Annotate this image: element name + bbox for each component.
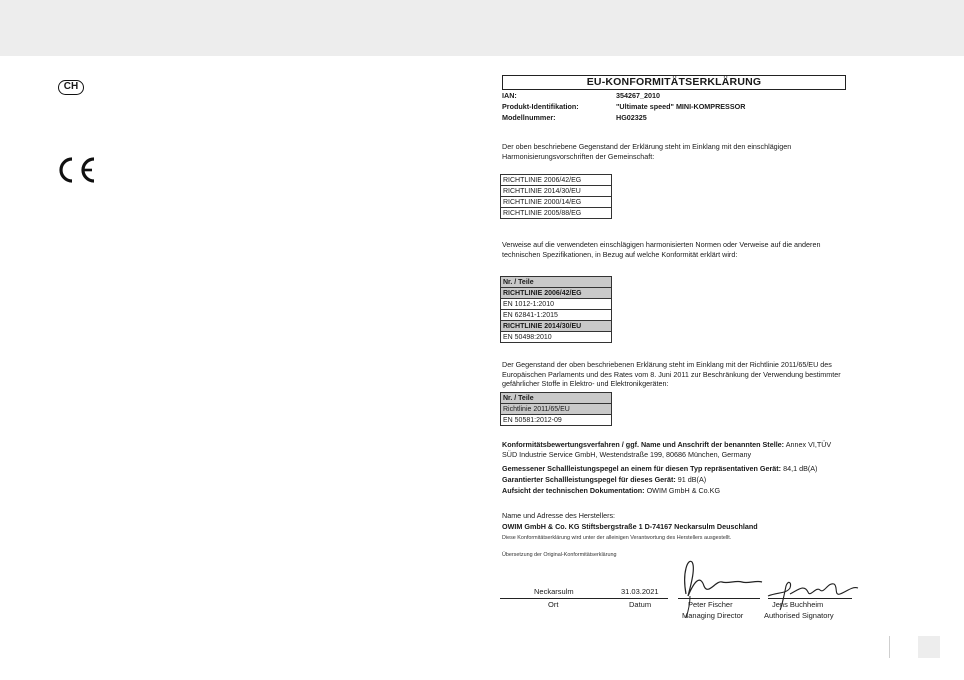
standard-cell: EN 1012-1:2010 — [501, 299, 612, 310]
responsibility-note: Diese Konformitätserklärung wird unter der alleinigen Verantwortung des Herstellers ausgestellt. — [502, 535, 732, 541]
model-label: Modellnummer: — [502, 113, 556, 122]
ian-row — [502, 91, 660, 101]
manufacturer-address: OWIM GmbH & Co. KG Stiftsbergstraße 1 D-74167 Neckarsulm Deuschland — [502, 522, 758, 531]
directives-table — [500, 174, 612, 219]
rohs-table — [500, 392, 612, 426]
ch-country-badge: CH — [58, 80, 84, 95]
signer1-role: Managing Director — [682, 611, 744, 620]
ce-mark-icon — [56, 156, 98, 184]
conformity-procedure: Konformitätsbewertungsverfahren / ggf. Name und Anschrift der benannten Stelle: Annex VI,TÜV — [502, 440, 832, 449]
place-value: Neckarsulm — [534, 587, 574, 596]
guaranteed-sound-level: Garantierter Schallleistungspegel für dieses Gerät: 91 dB(A) — [502, 475, 707, 484]
intro-text: Der oben beschriebene Gegenstand der Erklärung steht im Einklang mit den einschlägigen Harmonisierungsvorschriften der Gemeinschaft: — [502, 142, 792, 161]
document-title: EU-KONFORMITÄTSERKLÄRUNG — [502, 75, 846, 90]
technical-documentation: Aufsicht der technischen Dokumentation: OWIM GmbH & Co.KG — [502, 486, 721, 495]
product-label: Produkt-Identifikation: — [502, 102, 579, 111]
signer2-role: Authorised Signatory — [764, 611, 834, 620]
page-corner-tab — [918, 636, 940, 658]
date-value: 31.03.2021 — [621, 587, 659, 596]
signer1-rule — [678, 598, 760, 599]
page-corner-divider — [889, 636, 890, 658]
group-heading: Richtlinie 2011/65/EU — [501, 404, 612, 415]
group-heading: RICHTLINIE 2014/30/EU — [501, 321, 612, 332]
table-header: Nr. / Teile — [501, 393, 612, 404]
group-heading: RICHTLINIE 2006/42/EG — [501, 288, 612, 299]
measured-sound-level: Gemessener Schallleistungspegel an einem für diesen Typ repräsentativen Gerät: 84,1 dB(A) — [502, 464, 818, 473]
directive-cell: RICHTLINIE 2014/30/EU — [501, 186, 612, 197]
product-value: "Ultimate speed" MINI-KOMPRESSOR — [616, 102, 746, 111]
rohs-intro: Der Gegenstand der oben beschriebenen Erklärung steht im Einklang mit der Richtlinie 2011/65/EU des Europäischen Parlaments und des Rates vom 8. Juni 2011 zur Beschränkung der Verwendung bestimmter gefährlicher Stoffe in Elektro- und Elektronikgeräten: — [502, 360, 841, 388]
standard-cell: EN 50498:2010 — [501, 332, 612, 343]
standard-cell: EN 50581:2012-09 — [501, 415, 612, 426]
place-date-rule — [500, 598, 668, 599]
date-label: Datum — [629, 600, 652, 609]
notified-body-address: SÜD Industrie Service GmbH, Westendstraße 199, 80686 München, Germany — [502, 450, 752, 459]
ian-label: IAN: — [502, 91, 517, 100]
directive-cell: RICHTLINIE 2005/88/EG — [501, 208, 612, 219]
standard-cell: EN 62841-1:2015 — [501, 310, 612, 321]
table-header: Nr. / Teile — [501, 277, 612, 288]
model-row — [502, 113, 647, 123]
standards-intro: Verweise auf die verwendeten einschlägigen harmonisierten Normen oder Verweise auf die anderen technischen Spezifikationen, in Bezug auf welche Konformität erklärt wird: — [502, 240, 821, 259]
standards-table — [500, 276, 612, 343]
translation-note: Übersetzung der Original-Konformitätserklärung — [502, 552, 617, 558]
model-value: HG02325 — [616, 113, 647, 122]
signer2-name: Jens Buchheim — [772, 600, 824, 609]
place-label: Ort — [548, 600, 559, 609]
signer1-name: Peter Fischer — [688, 600, 733, 609]
product-row — [502, 102, 745, 112]
top-bar — [0, 0, 964, 56]
signer2-rule — [768, 598, 852, 599]
signature-peter-fischer — [676, 552, 766, 620]
ian-value: 354267_2010 — [616, 91, 660, 100]
manufacturer-label: Name und Adresse des Herstellers: — [502, 511, 616, 520]
directive-cell: RICHTLINIE 2006/42/EG — [501, 175, 612, 186]
directive-cell: RICHTLINIE 2000/14/EG — [501, 197, 612, 208]
